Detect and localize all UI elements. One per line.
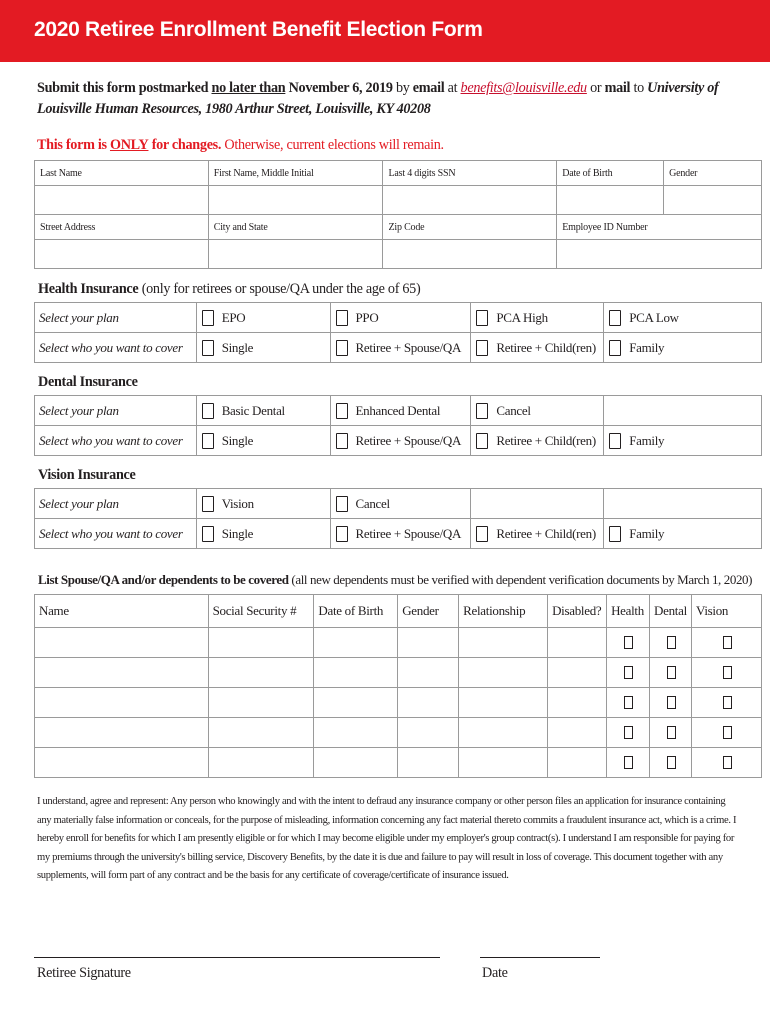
dependent-relationship-field[interactable] (459, 718, 548, 748)
dependent-name-field[interactable] (35, 688, 209, 718)
checkbox[interactable] (476, 340, 488, 356)
option-label: Basic Dental (221, 402, 285, 418)
checkbox[interactable] (667, 666, 676, 679)
last-name-label: Last Name (35, 161, 209, 186)
dental-plan-label: Select your plan (35, 396, 197, 426)
vision-cover-retiree-spouse[interactable] (330, 519, 471, 549)
empty-cell (604, 396, 762, 426)
checkbox[interactable] (624, 696, 633, 709)
checkbox[interactable] (202, 433, 214, 449)
dependent-disabled-field[interactable] (548, 628, 607, 658)
health-option-epo[interactable] (196, 303, 330, 333)
no-later-than-label: no later than (211, 80, 286, 96)
checkbox[interactable] (609, 433, 621, 449)
dental-checkbox-cell[interactable] (650, 748, 692, 778)
table-row (35, 748, 762, 778)
or-text: or (590, 80, 602, 96)
vision-option-cancel[interactable] (330, 489, 471, 519)
col-gender: Gender (398, 595, 459, 628)
dental-title: Dental Insurance (38, 374, 138, 390)
dependent-name-field[interactable] (35, 748, 209, 778)
form-title: 2020 Retiree Enrollment Benefit Election Form (34, 18, 483, 41)
option-label: PCA Low (629, 309, 679, 325)
deadline-date: November 6, 2019 (288, 80, 393, 96)
changes-notice (37, 137, 444, 154)
col-health: Health (607, 595, 650, 628)
changes-prefix: This form is (37, 137, 107, 153)
checkbox[interactable] (202, 340, 214, 356)
dependents-title: List Spouse/QA and/or dependents to be covered (38, 572, 289, 587)
vision-insurance-table (34, 488, 762, 549)
option-label: PCA High (496, 309, 548, 325)
first-name-label: First Name, Middle Initial (208, 161, 383, 186)
health-checkbox-cell[interactable] (607, 748, 650, 778)
date-label: Date (482, 965, 508, 981)
retiree-signature-line[interactable] (34, 957, 440, 958)
option-label: Retiree + Spouse/QA (355, 525, 462, 541)
city-state-label: City and State (208, 215, 383, 240)
retiree-info-table (34, 160, 762, 269)
dependent-ssn-field[interactable] (208, 718, 314, 748)
ssn-label: Last 4 digits SSN (383, 161, 557, 186)
vision-checkbox-cell[interactable] (692, 628, 762, 658)
date-of-birth-field[interactable] (557, 186, 664, 215)
disclaimer-text: I understand, agree and represent: Any person who knowingly and with the intent to defraud any insurance company or other person files an application for insurance containing any materially false information or conceals, for the purpose of misleading, information concerning any fact material thereto commits a fraudulent insurance act, which is a crime. I hereby enroll for benefits for which I am presently eligible or for which I may become eligible under my employer's group contract(s). I understand I am responsible for paying for my premiums through the university's billing service, Discovery Benefits, by the date it is due and failure to pay will result in loss of coverage. This document together with any supplements, will form part of any contract and be the basis for any certificate of coverage/certificate of insurance issued. (37, 796, 737, 882)
option-label: Family (629, 339, 665, 355)
health-cover-label: Select who you want to cover (35, 333, 197, 363)
checkbox[interactable] (723, 726, 732, 739)
checkbox[interactable] (336, 496, 348, 512)
checkbox[interactable] (624, 726, 633, 739)
health-plan-label: Select your plan (35, 303, 197, 333)
date-signature-line[interactable] (480, 957, 600, 958)
dependent-name-field[interactable] (35, 628, 209, 658)
checkbox[interactable] (336, 433, 348, 449)
dental-insurance-table (34, 395, 762, 456)
health-cover-single[interactable] (196, 333, 330, 363)
health-option-pca-high[interactable] (471, 303, 604, 333)
dependent-disabled-field[interactable] (548, 688, 607, 718)
checkbox[interactable] (336, 310, 348, 326)
checkbox[interactable] (202, 496, 214, 512)
dental-cover-single[interactable] (196, 426, 330, 456)
email-link[interactable]: benefits@louisville.edu (460, 80, 587, 96)
vision-cover-label: Select who you want to cover (35, 519, 197, 549)
option-label: EPO (221, 309, 246, 325)
option-label: PPO (355, 309, 379, 325)
vision-cover-single[interactable] (196, 519, 330, 549)
dependent-ssn-field[interactable] (208, 748, 314, 778)
option-label: Vision (221, 495, 254, 511)
city-state-field[interactable] (208, 240, 383, 269)
option-label: Single (221, 432, 254, 448)
dental-cover-retiree-children[interactable] (471, 426, 604, 456)
dependent-gender-field[interactable] (398, 718, 459, 748)
dependent-dob-field[interactable] (314, 748, 398, 778)
last-name-field[interactable] (35, 186, 209, 215)
by-text: by (395, 80, 410, 96)
street-address-field[interactable] (35, 240, 209, 269)
option-label: Family (629, 432, 665, 448)
dental-option-enhanced[interactable] (330, 396, 471, 426)
dental-cover-retiree-spouse[interactable] (330, 426, 471, 456)
col-relationship: Relationship (459, 595, 548, 628)
dependent-ssn-field[interactable] (208, 658, 314, 688)
dental-checkbox-cell[interactable] (650, 688, 692, 718)
checkbox[interactable] (723, 636, 732, 649)
checkbox[interactable] (202, 310, 214, 326)
checkbox[interactable] (667, 756, 676, 769)
vision-insurance-heading (38, 467, 136, 484)
option-label: Single (221, 525, 254, 541)
dependent-dob-field[interactable] (314, 628, 398, 658)
col-disabled: Disabled? (548, 595, 607, 628)
checkbox[interactable] (336, 340, 348, 356)
checkbox[interactable] (723, 666, 732, 679)
changes-suffix: for changes. (151, 137, 222, 153)
health-option-ppo[interactable] (330, 303, 471, 333)
checkbox[interactable] (202, 526, 214, 542)
health-cover-retiree-spouse[interactable] (330, 333, 471, 363)
employee-id-label: Employee ID Number (557, 215, 762, 240)
col-dental: Dental (650, 595, 692, 628)
zip-code-field[interactable] (383, 240, 557, 269)
dependent-ssn-field[interactable] (208, 628, 314, 658)
vision-title: Vision Insurance (38, 467, 136, 483)
vision-checkbox-cell[interactable] (692, 688, 762, 718)
dental-checkbox-cell[interactable] (650, 718, 692, 748)
checkbox[interactable] (624, 636, 633, 649)
dental-cover-family[interactable] (604, 426, 762, 456)
dependents-table (34, 594, 762, 778)
checkbox[interactable] (723, 756, 732, 769)
option-label: Family (629, 525, 665, 541)
email-label: email (412, 80, 445, 96)
vision-plan-label: Select your plan (35, 489, 197, 519)
health-checkbox-cell[interactable] (607, 628, 650, 658)
employee-id-field[interactable] (557, 240, 762, 269)
submit-label: Submit this form postmarked (37, 80, 209, 96)
dependent-dob-field[interactable] (314, 658, 398, 688)
vision-checkbox-cell[interactable] (692, 718, 762, 748)
checkbox[interactable] (336, 526, 348, 542)
health-cover-retiree-children[interactable] (471, 333, 604, 363)
dental-option-cancel[interactable] (471, 396, 604, 426)
table-row (35, 688, 762, 718)
dental-checkbox-cell[interactable] (650, 628, 692, 658)
dependents-heading (38, 572, 752, 588)
dependent-disabled-field[interactable] (548, 718, 607, 748)
checkbox[interactable] (476, 433, 488, 449)
gender-label: Gender (664, 161, 762, 186)
checkbox[interactable] (609, 340, 621, 356)
health-checkbox-cell[interactable] (607, 718, 650, 748)
table-row (35, 658, 762, 688)
dental-cover-label: Select who you want to cover (35, 426, 197, 456)
checkbox[interactable] (667, 696, 676, 709)
submission-instructions (37, 78, 737, 120)
mail-label: mail (604, 80, 631, 96)
health-insurance-table (34, 302, 762, 363)
dependent-dob-field[interactable] (314, 688, 398, 718)
dependent-dob-field[interactable] (314, 718, 398, 748)
empty-cell (604, 489, 762, 519)
gender-field[interactable] (664, 186, 762, 215)
ssn-field[interactable] (383, 186, 557, 215)
vision-option-vision[interactable] (196, 489, 330, 519)
table-row (35, 628, 762, 658)
option-label: Retiree + Child(ren) (496, 432, 596, 448)
table-row (35, 718, 762, 748)
option-label: Cancel (496, 402, 531, 418)
dependent-name-field[interactable] (35, 718, 209, 748)
dependent-relationship-field[interactable] (459, 628, 548, 658)
health-option-pca-low[interactable] (604, 303, 762, 333)
at-text: at (447, 80, 458, 96)
first-name-field[interactable] (208, 186, 383, 215)
checkbox[interactable] (476, 403, 488, 419)
vision-cover-retiree-children[interactable] (471, 519, 604, 549)
checkbox[interactable] (336, 403, 348, 419)
option-label: Retiree + Child(ren) (496, 339, 596, 355)
checkbox[interactable] (624, 756, 633, 769)
street-address-label: Street Address (35, 215, 209, 240)
dependent-disabled-field[interactable] (548, 658, 607, 688)
health-cover-family[interactable] (604, 333, 762, 363)
health-title: Health Insurance (38, 281, 139, 297)
date-of-birth-label: Date of Birth (557, 161, 664, 186)
option-label: Retiree + Spouse/QA (355, 339, 462, 355)
dependent-name-field[interactable] (35, 658, 209, 688)
health-checkbox-cell[interactable] (607, 658, 650, 688)
dependent-relationship-field[interactable] (459, 748, 548, 778)
checkbox[interactable] (202, 403, 214, 419)
changes-only: ONLY (109, 137, 149, 153)
checkbox[interactable] (624, 666, 633, 679)
col-name: Name (35, 595, 209, 628)
dependent-ssn-field[interactable] (208, 688, 314, 718)
col-vision: Vision (692, 595, 762, 628)
changes-note: Otherwise, current elections will remain. (224, 137, 444, 153)
checkbox[interactable] (723, 696, 732, 709)
checkbox[interactable] (667, 636, 676, 649)
dependent-gender-field[interactable] (398, 688, 459, 718)
dependent-relationship-field[interactable] (459, 688, 548, 718)
dental-option-basic[interactable] (196, 396, 330, 426)
col-dob: Date of Birth (314, 595, 398, 628)
dependent-gender-field[interactable] (398, 658, 459, 688)
option-label: Retiree + Spouse/QA (355, 432, 462, 448)
dental-checkbox-cell[interactable] (650, 658, 692, 688)
checkbox[interactable] (476, 526, 488, 542)
retiree-signature-label: Retiree Signature (37, 965, 131, 981)
health-insurance-heading (38, 281, 420, 298)
vision-checkbox-cell[interactable] (692, 748, 762, 778)
empty-cell (471, 489, 604, 519)
option-label: Single (221, 339, 254, 355)
checkbox[interactable] (476, 310, 488, 326)
checkbox[interactable] (609, 310, 621, 326)
mailing-address: University of Louisville Human Resources, 1980 Arthur Street, Louisville, KY 40208 (37, 80, 719, 117)
health-checkbox-cell[interactable] (607, 688, 650, 718)
checkbox[interactable] (667, 726, 676, 739)
dependent-relationship-field[interactable] (459, 658, 548, 688)
dependents-note: (all new dependents must be verified with dependent verification documents by March 1, 2020) (291, 572, 753, 587)
to-text: to (633, 80, 644, 96)
option-label: Retiree + Child(ren) (496, 525, 596, 541)
option-label: Enhanced Dental (355, 402, 441, 418)
col-ssn: Social Security # (208, 595, 314, 628)
option-label: Cancel (355, 495, 390, 511)
dependent-disabled-field[interactable] (548, 748, 607, 778)
vision-cover-family[interactable] (604, 519, 762, 549)
dental-insurance-heading (38, 374, 138, 391)
checkbox[interactable] (609, 526, 621, 542)
dependent-gender-field[interactable] (398, 628, 459, 658)
zip-code-label: Zip Code (383, 215, 557, 240)
dependent-gender-field[interactable] (398, 748, 459, 778)
vision-checkbox-cell[interactable] (692, 658, 762, 688)
health-subtitle: (only for retirees or spouse/QA under the age of 65) (141, 281, 421, 297)
